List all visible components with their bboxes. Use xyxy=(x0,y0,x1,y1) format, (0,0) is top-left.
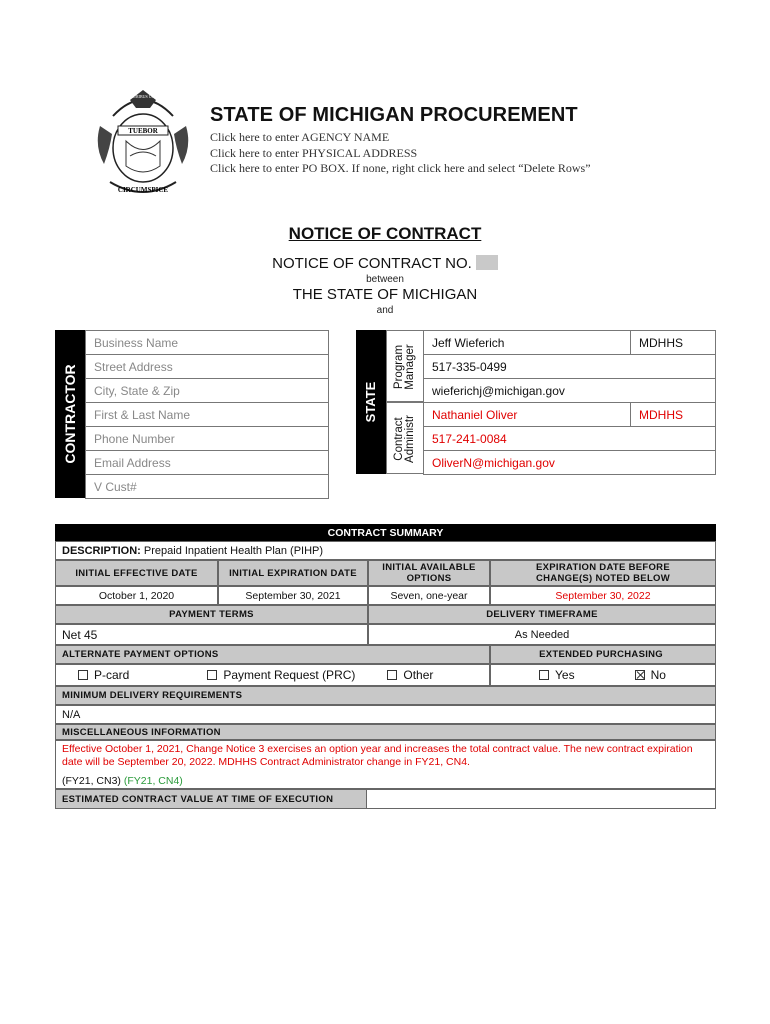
business-name-field[interactable]: Business Name xyxy=(85,330,329,355)
notice-title: NOTICE OF CONTRACT xyxy=(288,224,482,243)
agency-name-field[interactable]: Click here to enter AGENCY NAME xyxy=(210,130,390,144)
fy-old: (FY21, CN3) xyxy=(62,775,121,787)
delivery-header: DELIVERY TIMEFRAME xyxy=(368,605,716,624)
effective-date: October 1, 2020 xyxy=(55,586,218,605)
description-label: DESCRIPTION: xyxy=(62,544,141,557)
svg-text:CIRCUMSPICE: CIRCUMSPICE xyxy=(117,186,169,194)
misc-info xyxy=(55,740,716,789)
description-value: Prepaid Inpatient Health Plan (PIHP) xyxy=(143,544,324,557)
svg-text:TUEBOR: TUEBOR xyxy=(128,127,158,135)
ca-name: Nathaniel Oliver xyxy=(423,402,631,427)
pcard-checkbox[interactable]: P-card xyxy=(78,668,129,682)
contract-number-line xyxy=(0,255,770,272)
between-text: between xyxy=(366,274,404,285)
contract-summary-table xyxy=(55,524,716,810)
and-text: and xyxy=(376,305,394,316)
col-effective-header: INITIAL EFFECTIVE DATE xyxy=(55,560,218,586)
summary-title: CONTRACT SUMMARY xyxy=(55,524,716,541)
est-value-header: ESTIMATED CONTRACT VALUE AT TIME OF EXECUTION xyxy=(55,789,367,809)
program-manager-label: Program Manager xyxy=(386,330,424,402)
delivery-value: As Needed xyxy=(368,624,716,645)
expiration-date: September 30, 2021 xyxy=(218,586,368,605)
col-exp-before-header: EXPIRATION DATE BEFORE CHANGE(S) NOTED BELOW xyxy=(490,560,716,586)
misc-header: MISCELLANEOUS INFORMATION xyxy=(55,724,716,740)
state-side-label: STATE xyxy=(356,330,386,474)
fy-new: (FY21, CN4) xyxy=(123,775,183,787)
street-address-field[interactable]: Street Address xyxy=(85,354,329,379)
vcust-field[interactable]: V Cust# xyxy=(85,474,329,499)
payment-terms-header: PAYMENT TERMS xyxy=(55,605,368,624)
est-value-field[interactable] xyxy=(366,789,716,809)
exp-before-date: September 30, 2022 xyxy=(490,586,716,605)
state-party: THE STATE OF MICHIGAN xyxy=(292,286,478,303)
page-title: STATE OF MICHIGAN PROCUREMENT xyxy=(210,104,578,126)
extended-purchasing-options xyxy=(490,664,716,686)
first-last-name-field[interactable]: First & Last Name xyxy=(85,402,329,427)
prc-checkbox[interactable]: Payment Request (PRC) xyxy=(207,668,355,682)
pm-phone: 517-335-0499 xyxy=(423,354,716,379)
description-row xyxy=(55,541,716,560)
contract-admin-label: Contract Administr xyxy=(386,402,424,474)
phone-number-field[interactable]: Phone Number xyxy=(85,426,329,451)
alt-payment-options xyxy=(55,664,490,686)
physical-address-field[interactable]: Click here to enter PHYSICAL ADDRESS xyxy=(210,146,418,160)
contract-no-label: NOTICE OF CONTRACT NO. xyxy=(272,255,472,272)
col-options-header: INITIAL AVAILABLE OPTIONS xyxy=(368,560,490,586)
pm-agency: MDHHS xyxy=(630,330,716,355)
po-box-field[interactable]: Click here to enter PO BOX. If none, right click here and select “Delete Rows” xyxy=(210,161,591,175)
col-expiration-header: INITIAL EXPIRATION DATE xyxy=(218,560,368,586)
contract-no-field[interactable] xyxy=(476,255,498,270)
min-delivery-header: MINIMUM DELIVERY REQUIREMENTS xyxy=(55,686,716,705)
fy-line xyxy=(62,775,183,788)
yes-checkbox[interactable]: Yes xyxy=(539,668,575,682)
min-delivery-value: N/A xyxy=(55,705,716,724)
svg-text:E PLURIBUS UNUM: E PLURIBUS UNUM xyxy=(124,94,162,99)
ca-agency: MDHHS xyxy=(630,402,716,427)
michigan-seal-icon xyxy=(90,86,196,198)
alt-payment-header: ALTERNATE PAYMENT OPTIONS xyxy=(55,645,490,664)
contractor-side-label: CONTRACTOR xyxy=(55,330,85,498)
ca-phone: 517-241-0084 xyxy=(423,426,716,451)
ca-email: OliverN@michigan.gov xyxy=(423,450,716,475)
no-checkbox[interactable]: No xyxy=(635,668,666,682)
payment-terms-value: Net 45 xyxy=(55,624,368,645)
pm-name: Jeff Wieferich xyxy=(423,330,631,355)
extended-purchasing-header: EXTENDED PURCHASING xyxy=(490,645,716,664)
available-options: Seven, one-year xyxy=(368,586,490,605)
misc-text: Effective October 1, 2021, Change Notice 3 exercises an option year and increases the total contract value. The new contract expiration date will be September 20, 2022. MDHHS Contract Administrator change in FY21, CN4. xyxy=(62,743,693,768)
city-state-zip-field[interactable]: City, State & Zip xyxy=(85,378,329,403)
email-address-field[interactable]: Email Address xyxy=(85,450,329,475)
pm-email: wieferichj@michigan.gov xyxy=(423,378,716,403)
other-checkbox[interactable]: Other xyxy=(387,668,433,682)
